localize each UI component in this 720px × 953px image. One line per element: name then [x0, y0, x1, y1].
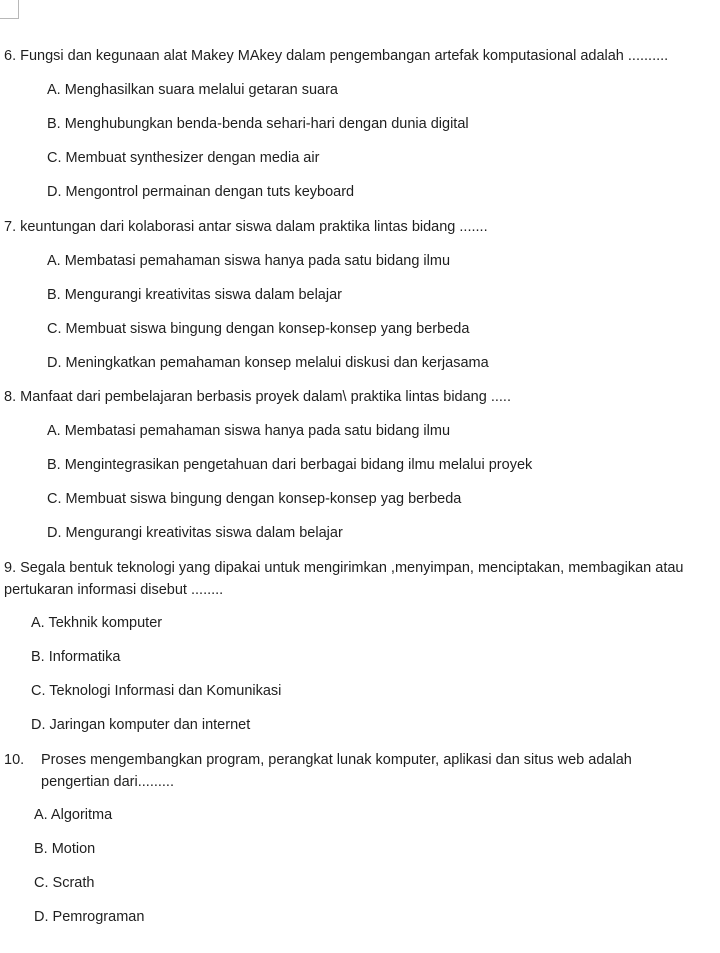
- question-10-option-b: B. Motion: [34, 841, 96, 857]
- question-9-option-d: D. Jaringan komputer dan internet: [31, 717, 251, 733]
- question-6-option-b: B. Menghubungkan benda-benda sehari-hari dengan dunia digital: [47, 116, 469, 132]
- question-10-text-line-1: Proses mengembangkan program, perangkat lunak komputer, aplikasi dan situs web adalah: [41, 752, 632, 768]
- question-9-option-a: A. Tekhnik komputer: [31, 615, 163, 631]
- question-8-option-a: A. Membatasi pemahaman siswa hanya pada satu bidang ilmu: [47, 423, 451, 439]
- question-7-option-c: C. Membuat siswa bingung dengan konsep-konsep yang berbeda: [47, 321, 470, 337]
- question-8-option-d: D. Mengurangi kreativitas siswa dalam belajar: [47, 525, 343, 541]
- question-10-option-d: D. Pemrograman: [34, 909, 145, 925]
- question-10-number: 10.: [4, 752, 25, 768]
- question-6-text: 6. Fungsi dan kegunaan alat Makey MAkey dalam pengembangan artefak komputasional adalah ..........: [4, 48, 669, 64]
- question-9-text-line-1: 9. Segala bentuk teknologi yang dipakai untuk mengirimkan ,menyimpan, menciptakan, membagikan atau: [4, 560, 684, 576]
- question-7-option-a: A. Membatasi pemahaman siswa hanya pada satu bidang ilmu: [47, 253, 451, 269]
- question-8-option-c: C. Membuat siswa bingung dengan konsep-konsep yag berbeda: [47, 491, 462, 507]
- question-6-option-a: A. Menghasilkan suara melalui getaran suara: [47, 82, 338, 98]
- question-10-option-a: A. Algoritma: [34, 807, 113, 823]
- question-6-option-d: D. Mengontrol permainan dengan tuts keyboard: [47, 184, 355, 200]
- question-8-text: 8. Manfaat dari pembelajaran berbasis proyek dalam\ praktika lintas bidang .....: [4, 389, 511, 405]
- question-7-text: 7. keuntungan dari kolaborasi antar siswa dalam praktika lintas bidang .......: [4, 219, 488, 235]
- question-9-option-b: B. Informatika: [31, 649, 121, 665]
- question-7-option-d: D. Meningkatkan pemahaman konsep melalui diskusi dan kerjasama: [47, 355, 489, 371]
- page-corner-mark: [0, 0, 19, 19]
- question-10-option-c: C. Scrath: [34, 875, 95, 891]
- question-9-option-c: C. Teknologi Informasi dan Komunikasi: [31, 683, 282, 699]
- question-8-option-b: B. Mengintegrasikan pengetahuan dari berbagai bidang ilmu melalui proyek: [47, 457, 533, 473]
- question-10-text-line-2: pengertian dari.........: [41, 774, 174, 790]
- question-7-option-b: B. Mengurangi kreativitas siswa dalam belajar: [47, 287, 342, 303]
- question-6-option-c: C. Membuat synthesizer dengan media air: [47, 150, 320, 166]
- question-9-text-line-2: pertukaran informasi disebut ........: [4, 582, 224, 598]
